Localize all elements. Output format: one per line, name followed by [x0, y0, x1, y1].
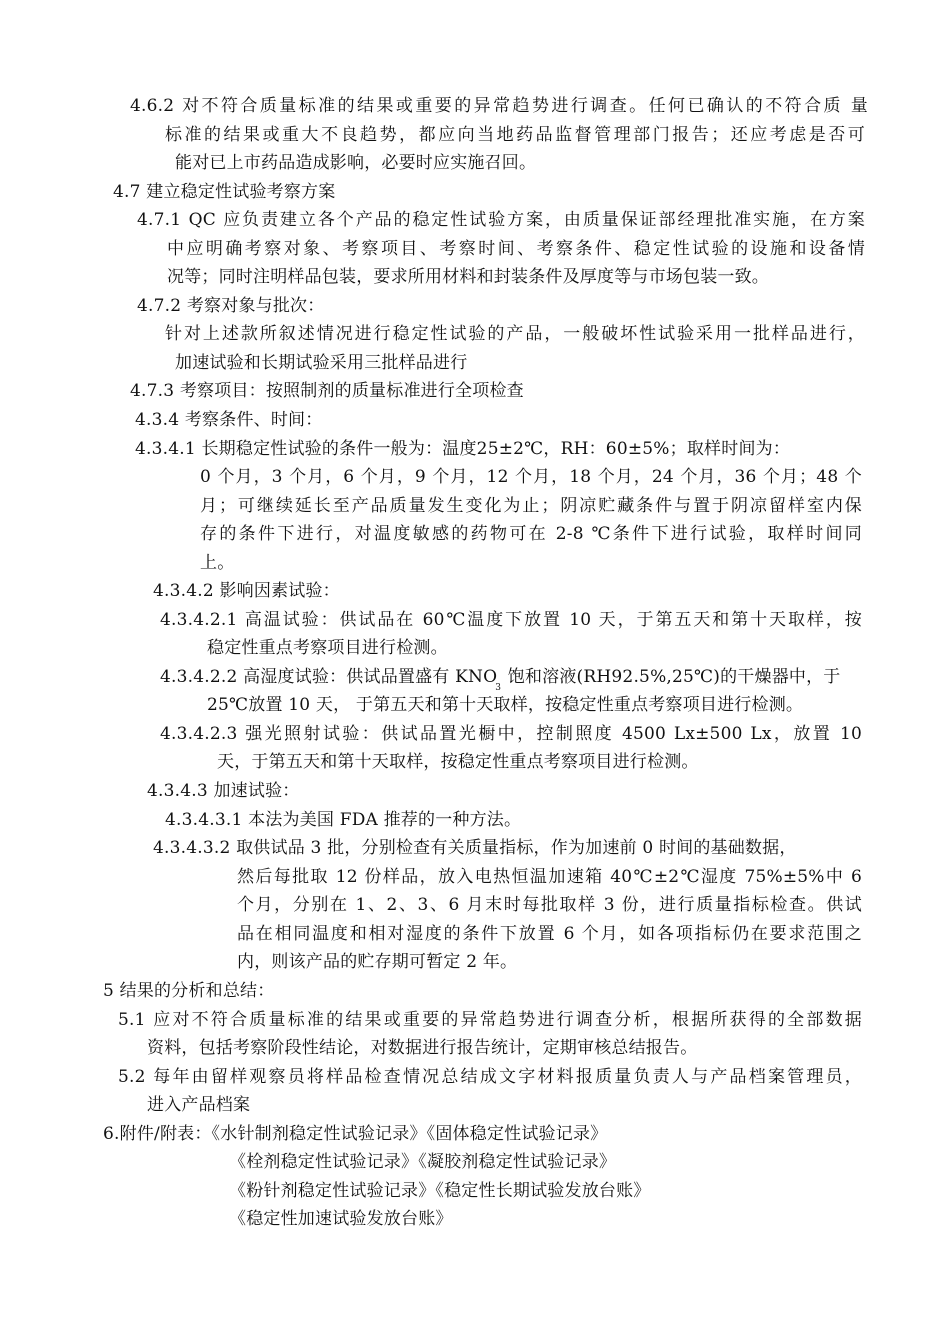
subscript: 3 — [495, 683, 502, 693]
text-line: 4.3.4.3 加速试验： — [147, 781, 300, 801]
text-line: 4.3.4.3.2 取供试品 3 批，分别检查有关质量指标，作为加速前 0 时间的基础数据， — [153, 838, 797, 858]
text-line: 存的条件下进行，对温度敏感的药物可在 2-8 ℃条件下进行试验，取样时间同 — [200, 524, 862, 544]
text-line: 进入产品档案 — [147, 1095, 251, 1115]
text-line: 0 个月，3 个月，6 个月，9 个月，12 个月，18 个月，24 个月，36 个月；48 个 — [200, 467, 862, 487]
text-line: 个月，分别在 1、2、3、6 月末时每批取样 3 份，进行质量指标检查。供试 — [237, 895, 862, 915]
text-segment: 4.3.4.2.2 高湿度试验：供试品置盛有 KNO — [160, 667, 498, 687]
text-line: 天，于第五天和第十天取样，按稳定性重点考察项目进行检测。 — [217, 752, 699, 772]
text-line: 标准的结果或重大不良趋势，都应向当地药品监督管理部门报告；还应考虑是否可 — [165, 125, 865, 145]
text-line: 内，则该产品的贮存期可暂定 2 年。 — [237, 952, 518, 972]
text-line: 4.3.4.2 影响因素试验： — [153, 581, 340, 601]
text-line: 稳定性重点考察项目进行检测。 — [207, 638, 448, 658]
section-heading: 4.7 建立稳定性试验考察方案 — [113, 182, 336, 202]
section-heading: 5 结果的分析和总结： — [103, 981, 275, 1001]
text-line: 中应明确考察对象、考察项目、考察时间、考察条件、稳定性试验的设施和设备情 — [167, 239, 865, 259]
text-line: 4.3.4.2.3 强光照射试验：供试品置光橱中，控制照度 4500 Lx±500 Lx，放置 10 — [160, 724, 862, 744]
text-line: 上。 — [200, 553, 235, 573]
text-line: 月；可继续延长至产品质量发生变化为止；阴凉贮藏条件与置于阴凉留样室内保 — [200, 496, 862, 516]
text-line: 《栓剂稳定性试验记录》《凝胶剂稳定性试验记录》 — [229, 1152, 617, 1172]
text-line: 4.7.1 QC 应负责建立各个产品的稳定性试验方案，由质量保证部经理批准实施，在方案 — [137, 210, 865, 230]
text-line — [160, 666, 841, 691]
text-line: 《稳定性加速试验发放台账》 — [229, 1209, 453, 1229]
text-line: 然后每批取 12 份样品，放入电热恒温加速箱 40℃±2℃湿度 75%±5%中 6 — [237, 867, 862, 887]
text-line: 4.6.2 对不符合质量标准的结果或重要的异常趋势进行调查。任何已确认的不符合质 量 — [130, 96, 868, 116]
text-segment: 饱和溶液(RH92.5%,25℃)的干燥器中，于 — [502, 667, 841, 687]
text-line: 能对已上市药品造成影响，必要时应实施召回。 — [175, 153, 537, 173]
text-line: 品在相同温度和相对湿度的条件下放置 6 个月，如各项指标仍在要求范围之 — [237, 924, 862, 944]
text-line: 5.1 应对不符合质量标准的结果或重要的异常趋势进行调查分析，根据所获得的全部数据 — [118, 1010, 862, 1030]
text-line: 4.3.4.2.1 高温试验：供试品在 60℃温度下放置 10 天，于第五天和第十天取样，按 — [160, 610, 862, 630]
section-heading: 6.附件/附表：《水针制剂稳定性试验记录》《固体稳定性试验记录》 — [103, 1124, 608, 1144]
text-line: 针对上述款所叙述情况进行稳定性试验的产品，一般破坏性试验采用一批样品进行， — [165, 324, 865, 344]
text-line: 4.3.4.1 长期稳定性试验的条件一般为：温度25±2℃，RH：60±5%；取样时间为： — [135, 439, 791, 459]
text-line: 4.7.3 考察项目：按照制剂的质量标准进行全项检查 — [130, 381, 524, 401]
text-line: 4.3.4.3.1 本法为美国 FDA 推荐的一种方法。 — [165, 810, 522, 830]
text-line: 资料，包括考察阶段性结论，对数据进行报告统计，定期审核总结报告。 — [147, 1038, 698, 1058]
text-line: 4.3.4 考察条件、时间： — [135, 410, 323, 430]
text-line: 25℃放置 10 天， 于第五天和第十天取样，按稳定性重点考察项目进行检测。 — [207, 695, 804, 715]
text-line: 况等；同时注明样品包装，要求所用材料和封装条件及厚度等与市场包装一致。 — [167, 267, 769, 287]
text-line: 加速试验和长期试验采用三批样品进行 — [175, 353, 468, 373]
text-line: 4.7.2 考察对象与批次： — [137, 296, 325, 316]
text-line: 《粉针剂稳定性试验记录》《稳定性长期试验发放台账》 — [229, 1181, 651, 1201]
text-line: 5.2 每年由留样观察员将样品检查情况总结成文字材料报质量负责人与产品档案管理员， — [118, 1067, 862, 1087]
